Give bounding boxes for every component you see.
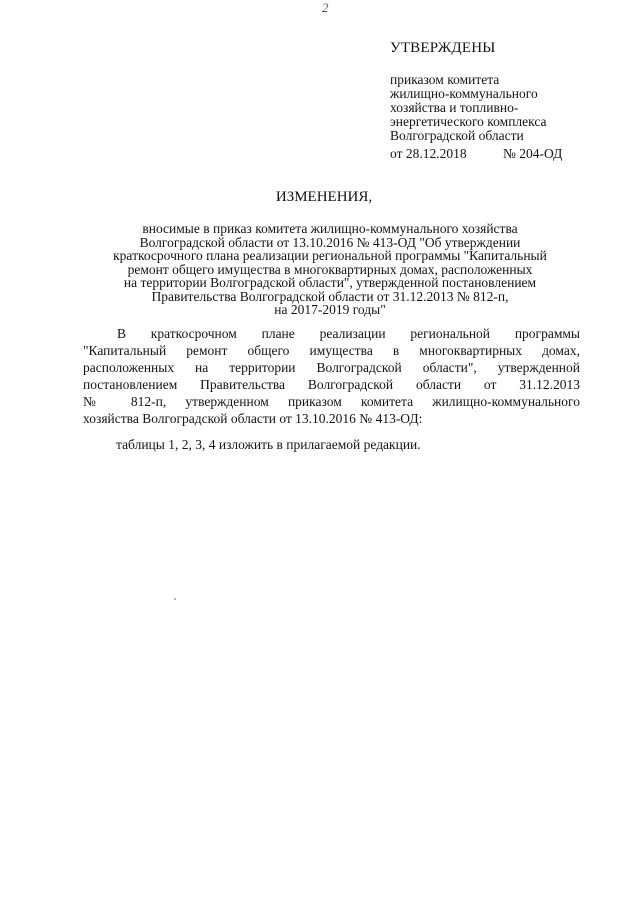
approval-line: хозяйства и топливно-	[390, 100, 519, 115]
approval-text	[390, 73, 610, 143]
body-line: В краткосрочном плане реализации региональной программы	[117, 326, 580, 341]
body-line: расположенных на территории Волгоградской области", утвержденной	[83, 360, 580, 375]
order-number: № 204-ОД	[503, 146, 563, 161]
body-line: постановлением Правительства Волгоградской области от 31.12.2013	[83, 377, 580, 392]
approval-line: Волгоградской области	[390, 128, 524, 143]
document-subtitle	[80, 222, 580, 317]
scan-speck	[174, 598, 176, 600]
subtitle-line: ремонт общего имущества в многоквартирных домах, расположенных	[127, 261, 533, 277]
subtitle-line: на 2017-2019 годы"	[274, 302, 386, 317]
subtitle-line: вносимые в приказ комитета жилищно-коммунального хозяйства	[142, 221, 518, 236]
approval-line: приказом комитета	[390, 72, 500, 87]
subtitle-line: краткосрочного плана реализации региональной программы "Капитальный	[113, 248, 547, 263]
body-paragraph	[83, 325, 580, 427]
body-line: "Капитальный ремонт общего имущества в многоквартирных домах,	[83, 343, 580, 358]
order-date: от 28.12.2018	[390, 146, 467, 161]
body-line: № 812-п, утвержденном приказом комитета жилищно-коммунального	[83, 394, 580, 409]
approval-title: УТВЕРЖДЕНЫ	[390, 40, 496, 56]
approval-line: энергетического комплекса	[390, 114, 547, 129]
page-number: 2	[322, 0, 329, 15]
instruction-line: таблицы 1, 2, 3, 4 изложить в прилагаемой редакции.	[116, 437, 421, 452]
body-line: хозяйства Волгоградской области от 13.10.2016 № 413-ОД:	[83, 411, 423, 426]
document-title: ИЗМЕНЕНИЯ,	[275, 189, 373, 205]
subtitle-line: Правительства Волгоградской области от 31.12.2013 № 812-п,	[151, 288, 509, 304]
subtitle-line: на территории Волгоградской области", утвержденной постановлением	[123, 275, 537, 290]
approval-stamp	[390, 40, 610, 143]
approval-line: жилищно-коммунального	[390, 86, 538, 101]
subtitle-line: Волгоградской области от 13.10.2016 № 413-ОД "Об утверждении	[139, 234, 521, 250]
